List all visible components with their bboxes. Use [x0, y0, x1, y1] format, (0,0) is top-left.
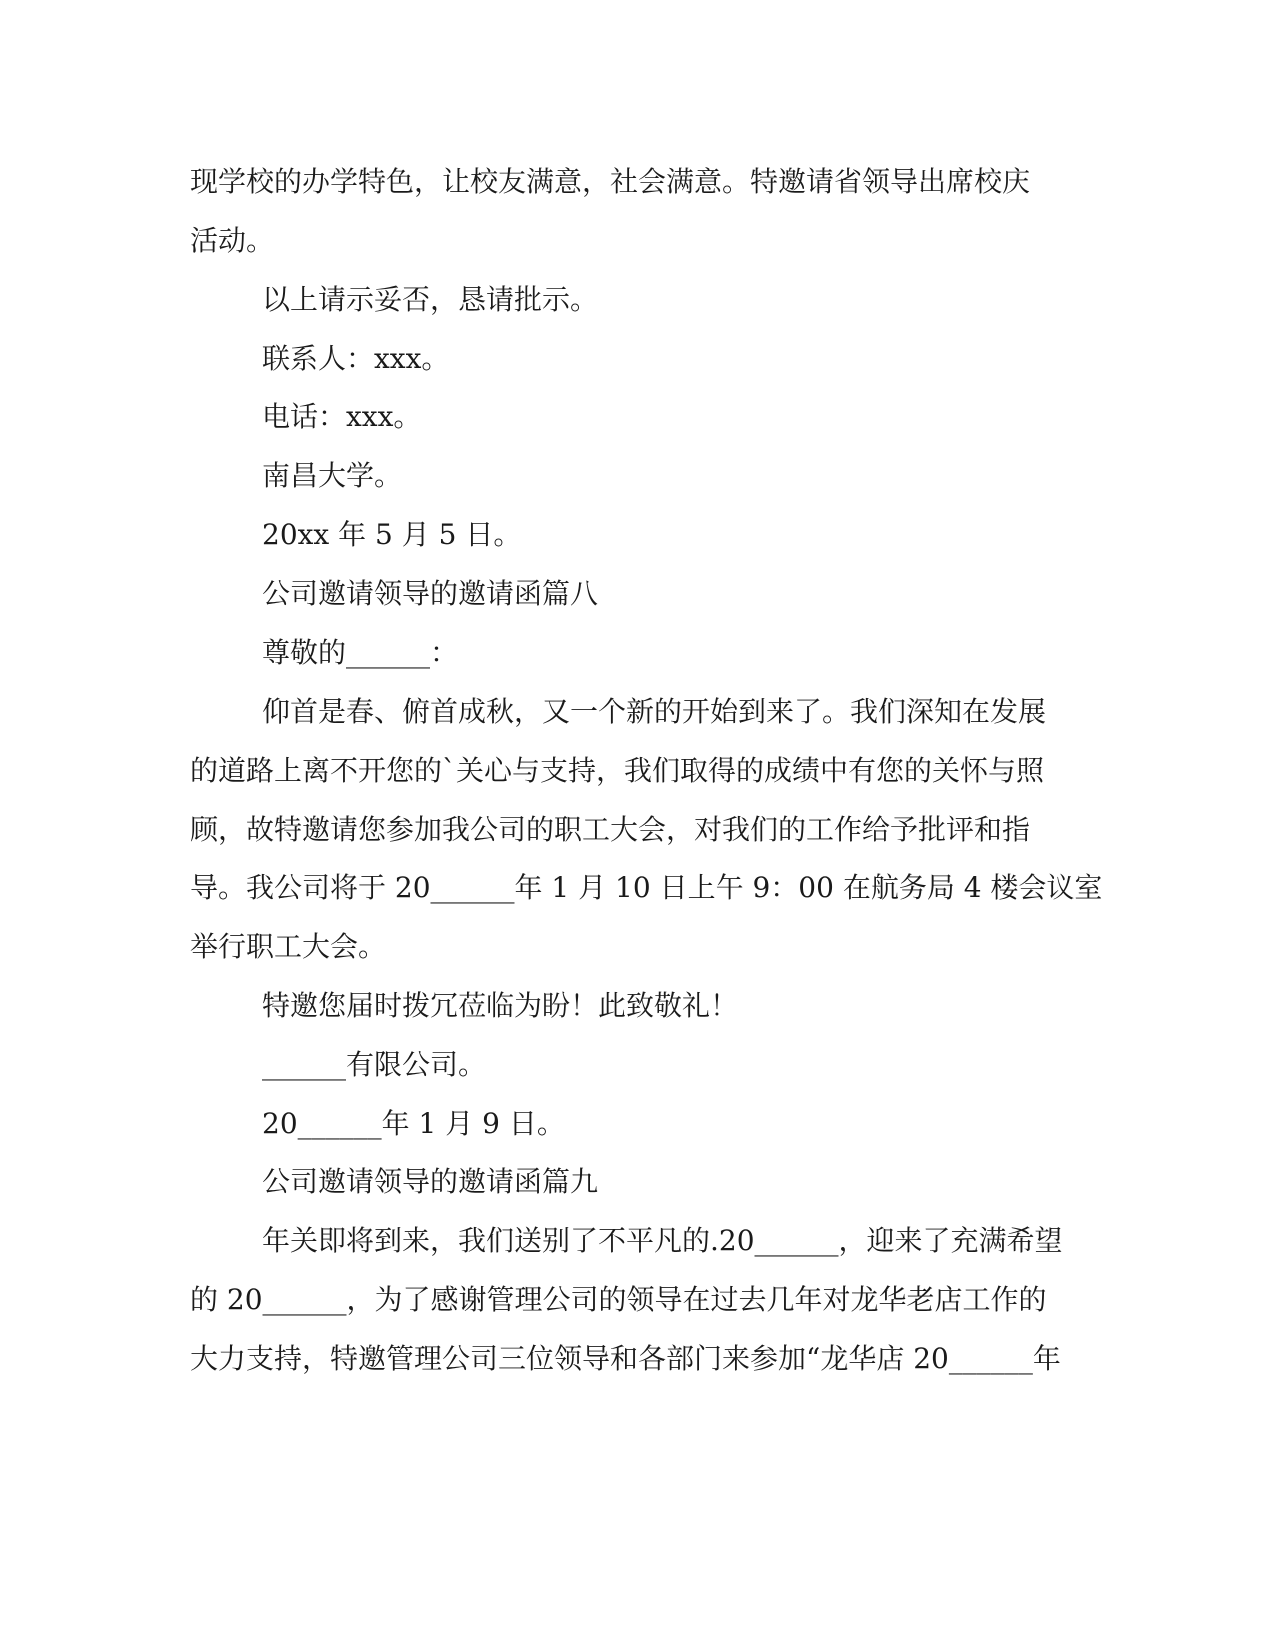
paragraph-line: 以上请示妥否，恳请批示。: [262, 283, 599, 316]
date-line: 20______年 1 月 9 日。: [262, 1107, 565, 1140]
paragraph-line: 举行职工大会。: [190, 930, 387, 963]
paragraph-line: 大力支持，特邀管理公司三位领导和各部门来参加“龙华店 20______年: [190, 1342, 1061, 1375]
paragraph-line: 的 20______，为了感谢管理公司的领导在过去几年对龙华老店工作的: [190, 1283, 1047, 1316]
date-line: 20xx 年 5 月 5 日。: [262, 518, 522, 551]
paragraph-line: 的道路上离不开您的`关心与支持，我们取得的成绩中有您的关怀与照: [190, 754, 1045, 787]
paragraph-line: 年关即将到来，我们送别了不平凡的.20______，迎来了充满希望: [262, 1224, 1063, 1257]
paragraph-line: 仰首是春、俯首成秋，又一个新的开始到来了。我们深知在发展: [262, 695, 1047, 728]
signature-line: 南昌大学。: [262, 459, 403, 492]
paragraph-line: 活动。: [190, 224, 275, 257]
signature-line: ______有限公司。: [262, 1048, 487, 1081]
paragraph-line: 顾，故特邀请您参加我公司的职工大会，对我们的工作给予批评和指: [190, 813, 1031, 846]
contact-line: 联系人：xxx。: [262, 342, 450, 375]
paragraph-line: 导。我公司将于 20______年 1 月 10 日上午 9：00 在航务局 4 楼会议室: [190, 871, 1103, 904]
section-heading: 公司邀请领导的邀请函篇八: [262, 577, 599, 610]
salutation-line: 尊敬的______：: [262, 636, 459, 669]
section-heading: 公司邀请领导的邀请函篇九: [262, 1165, 599, 1198]
paragraph-line: 现学校的办学特色，让校友满意，社会满意。特邀请省领导出席校庆: [190, 165, 1031, 198]
paragraph-line: 特邀您届时拨冗莅临为盼！此致敬礼！: [262, 989, 739, 1022]
phone-line: 电话：xxx。: [262, 400, 422, 433]
